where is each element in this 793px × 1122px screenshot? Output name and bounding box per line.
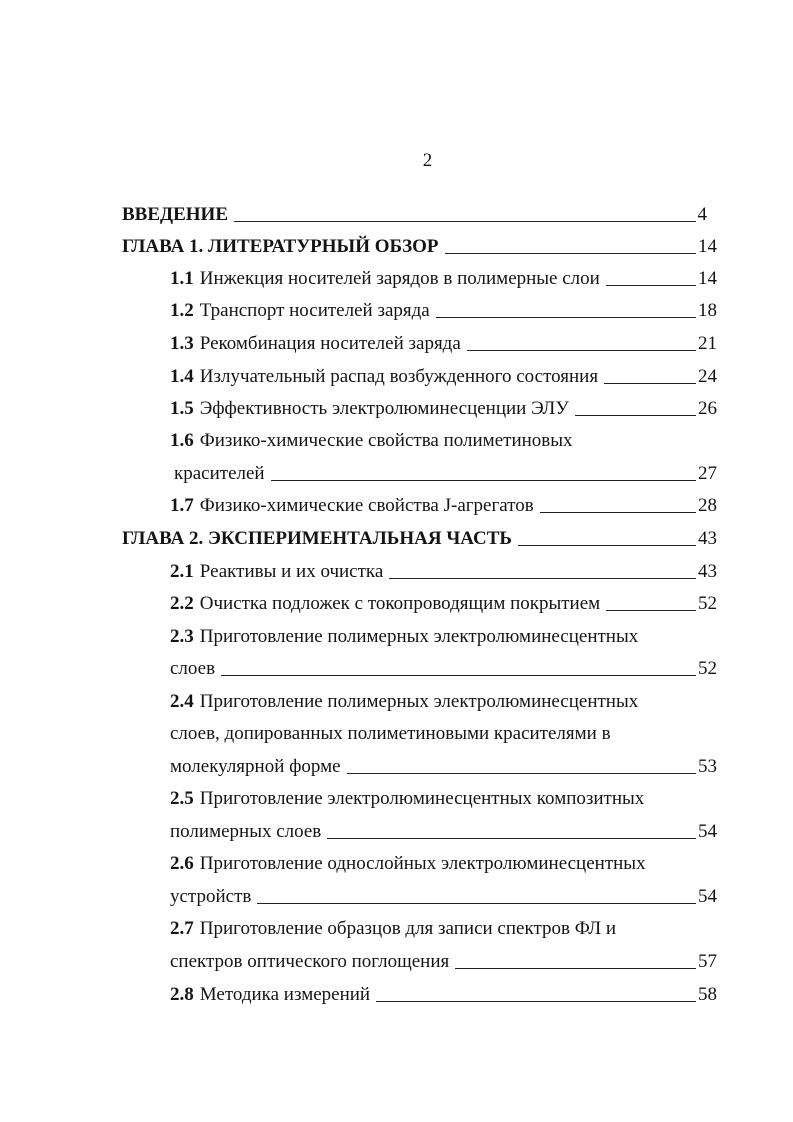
toc-title: спектров оптического поглощения <box>170 951 450 972</box>
toc-page: 43 <box>698 561 717 582</box>
section-number: 2.5 <box>170 788 194 809</box>
toc-title: Излучательный распад возбужденного состояния <box>199 366 599 387</box>
dot-leader <box>221 675 696 676</box>
toc-entry-2-3-line1 <box>170 625 638 649</box>
toc-entry-2-4-line2 <box>170 722 611 746</box>
toc-entry-2-5-line2 <box>170 820 717 844</box>
toc-entry-2-7-line2 <box>170 950 717 974</box>
toc-entry-2-6-line2 <box>170 885 717 909</box>
toc-entry-chapter-1 <box>122 235 717 259</box>
toc-page: 27 <box>698 463 717 484</box>
toc-entry-1-1 <box>170 267 717 291</box>
toc-title: Приготовление полимерных электролюминесцентных <box>199 626 639 647</box>
toc-title: красителей <box>174 463 265 484</box>
toc-entry-2-4-line3 <box>170 755 717 779</box>
toc-title: Физико-химические свойства полиметиновых <box>199 430 573 451</box>
page-number: 2 <box>422 150 433 171</box>
toc-entry-2-3-line2 <box>170 657 717 681</box>
toc-page: 58 <box>698 984 717 1005</box>
section-number: 1.3 <box>170 333 194 354</box>
toc-page: 24 <box>698 366 717 387</box>
toc-entry-1-7 <box>170 494 717 518</box>
toc-title: Рекомбинация носителей заряда <box>199 333 461 354</box>
toc-entry-1-3 <box>170 332 717 356</box>
toc-entry-2-1 <box>170 560 717 584</box>
toc-entry-2-7-line1 <box>170 917 616 941</box>
dot-leader <box>575 415 696 416</box>
toc-page: 52 <box>698 593 717 614</box>
dot-leader <box>376 1001 696 1002</box>
toc-title: полимерных слоев <box>170 821 322 842</box>
toc-title: ВВЕДЕНИЕ <box>122 204 228 225</box>
toc-page: 43 <box>698 528 717 549</box>
toc-entry-1-6-line1 <box>170 429 573 453</box>
toc-title: Эффективность электролюминесценции ЭЛУ <box>199 398 569 419</box>
section-number: 1.6 <box>170 430 194 451</box>
dot-leader <box>467 350 696 351</box>
toc-entry-1-4 <box>170 365 717 389</box>
section-number: 1.5 <box>170 398 194 419</box>
toc-title: Реактивы и их очистка <box>199 561 384 582</box>
toc-entry-1-6-line2 <box>174 462 717 486</box>
toc-title: Приготовление электролюминесцентных композитных <box>199 788 645 809</box>
toc-page: 57 <box>698 951 717 972</box>
dot-leader <box>606 285 696 286</box>
section-number: 1.7 <box>170 495 194 516</box>
dot-leader <box>257 903 696 904</box>
toc-page: 53 <box>698 756 717 777</box>
dot-leader <box>540 512 696 513</box>
dot-leader <box>455 968 696 969</box>
toc-page: 52 <box>698 658 717 679</box>
dot-leader <box>271 480 696 481</box>
toc-entry-chapter-2 <box>122 527 717 551</box>
toc-title: Приготовление образцов для записи спектров ФЛ и <box>199 918 617 939</box>
toc-title: Инжекция носителей зарядов в полимерные слои <box>199 268 600 289</box>
toc-title: ГЛАВА 1. ЛИТЕРАТУРНЫЙ ОБЗОР <box>122 236 439 257</box>
toc-page: 14 <box>698 268 717 289</box>
section-number: 2.3 <box>170 626 194 647</box>
toc-page: 14 <box>698 236 717 257</box>
toc-entry-2-4-line1 <box>170 690 638 714</box>
dot-leader <box>389 578 696 579</box>
dot-leader <box>327 838 696 839</box>
toc-page: 28 <box>698 495 717 516</box>
dot-leader <box>606 610 696 611</box>
section-number: 2.4 <box>170 691 194 712</box>
toc-title: Физико-химические свойства J-агрегатов <box>199 495 534 516</box>
toc-title: Методика измерений <box>199 984 371 1005</box>
toc-page: 54 <box>698 886 717 907</box>
dot-leader <box>518 545 696 546</box>
section-number: 2.8 <box>170 984 194 1005</box>
section-number: 2.6 <box>170 853 194 874</box>
toc-title: молекулярной форме <box>170 756 341 777</box>
dot-leader <box>604 383 696 384</box>
dot-leader <box>436 317 696 318</box>
toc-page: 54 <box>698 821 717 842</box>
dot-leader <box>234 221 696 222</box>
toc-title: слоев <box>170 658 216 679</box>
toc-title: ГЛАВА 2. ЭКСПЕРИМЕНТАЛЬНАЯ ЧАСТЬ <box>122 528 512 549</box>
toc-title: Приготовление полимерных электролюминесцентных <box>199 691 639 712</box>
toc-entry-2-2 <box>170 592 717 616</box>
section-number: 2.1 <box>170 561 194 582</box>
toc-entry-2-6-line1 <box>170 852 646 876</box>
toc-title: Транспорт носителей заряда <box>199 300 430 321</box>
dot-leader <box>347 773 696 774</box>
toc-page: 26 <box>698 398 717 419</box>
toc-title: слоев, допированных полиметиновыми красителями в <box>170 723 611 744</box>
toc-title: устройств <box>170 886 252 907</box>
section-number: 1.4 <box>170 366 194 387</box>
section-number: 1.1 <box>170 268 194 289</box>
toc-page: 4 <box>697 204 707 225</box>
toc-entry-intro <box>122 203 707 227</box>
toc-page: 21 <box>698 333 717 354</box>
toc-entry-1-5 <box>170 397 717 421</box>
toc-title: Очистка подложек с токопроводящим покрытием <box>199 593 601 614</box>
toc-entry-1-2 <box>170 299 717 323</box>
section-number: 2.2 <box>170 593 194 614</box>
section-number: 1.2 <box>170 300 194 321</box>
section-number: 2.7 <box>170 918 194 939</box>
toc-entry-2-8 <box>170 983 717 1007</box>
toc-entry-2-5-line1 <box>170 787 644 811</box>
toc-title: Приготовление однослойных электролюминесцентных <box>199 853 646 874</box>
toc-page: 18 <box>698 300 717 321</box>
dot-leader <box>445 253 697 254</box>
